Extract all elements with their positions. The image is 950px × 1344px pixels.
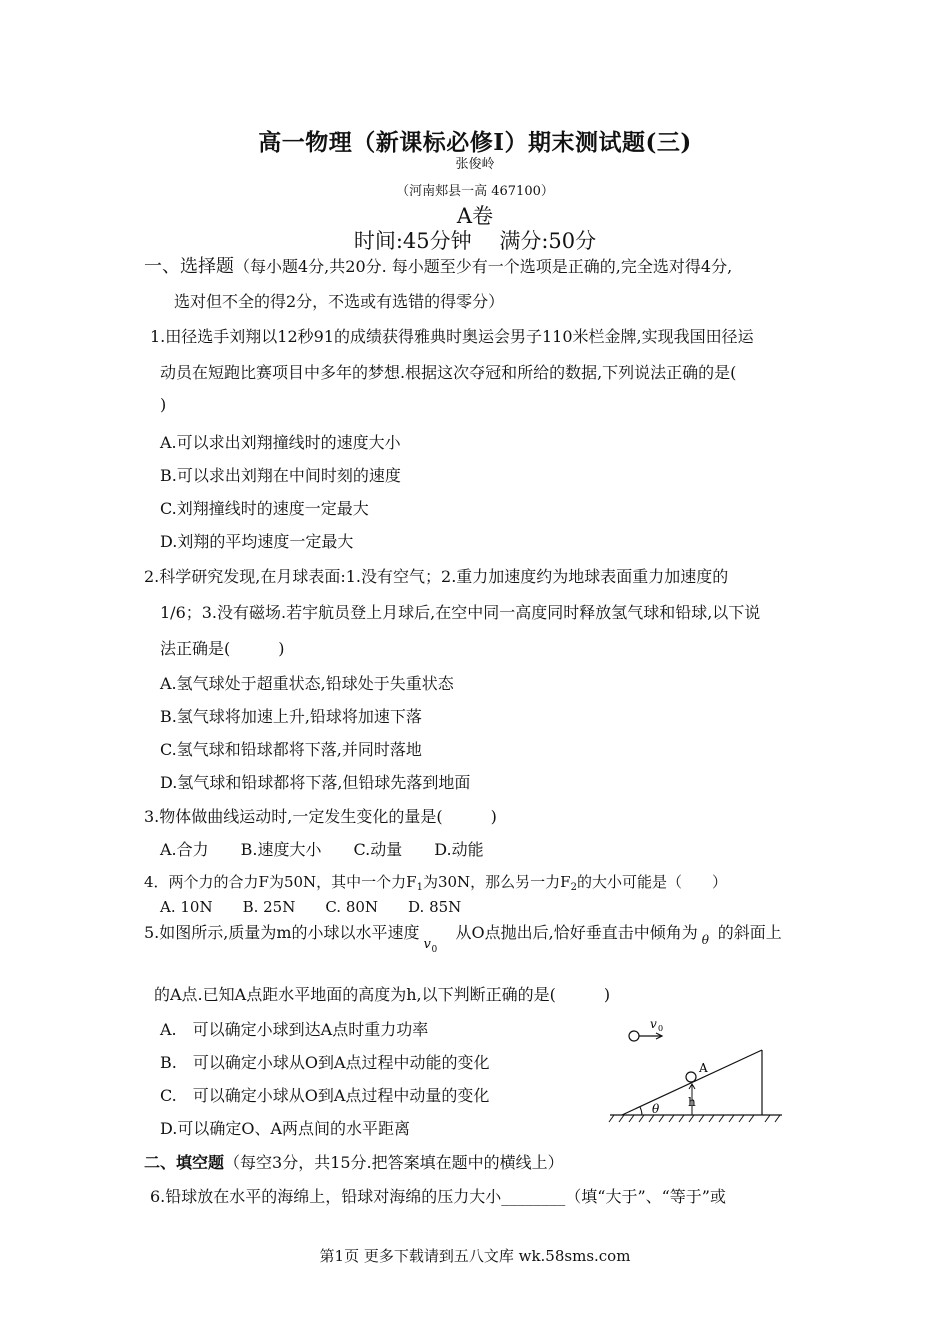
q1-option-a: A.可以求出刘翔撞线时的速度大小 [160,433,401,452]
section1-instruction: （每小题4分,共20分. 每小题至少有一个选项是正确的,完全选对得4分, [234,257,733,276]
theta-label: θ [652,1102,660,1116]
angle-arc [640,1107,642,1115]
volume-label: A卷 [456,204,494,228]
section1-heading: 一、选择题 [144,256,234,277]
ball-a-icon [686,1072,696,1082]
q2-option-a: A.氢气球处于超重状态,铅球处于失重状态 [160,674,454,693]
q4-text-b: 为30N，那么另一力F [422,873,571,891]
q5-theta-symbol [698,923,718,947]
section1-header [144,252,732,278]
affiliation: （河南郏县一高 467100） [396,184,554,199]
q5-text-b: 从O点抛出后,恰好垂直击中倾角为 [455,923,698,942]
q5-v0-symbol [420,923,456,955]
q5-option-c: C. 可以确定小球从O到A点过程中动量的变化 [160,1086,490,1105]
q5-v0-letter: v [423,937,431,952]
q1-line3: ) [160,395,167,414]
q5-option-d: D.可以确定O、A两点间的水平距离 [160,1119,411,1138]
q2-line2: 1/6；3.没有磁场.若宇航员登上月球后,在空中同一高度同时释放氢气球和铅球,以下说 [160,603,761,622]
v0-label: v [650,1017,657,1031]
section2-header [144,1150,564,1173]
q4-sub1: 1 [416,882,423,893]
q2-option-b: B.氢气球将加速上升,铅球将加速下落 [160,707,422,726]
a-label: A [699,1061,708,1075]
incline-figure [600,1012,800,1127]
q5-text-a: 5.如图所示,质量为m的小球以水平速度 [144,923,420,942]
q3-line1: 3.物体做曲线运动时,一定发生变化的量是( ) [144,807,497,826]
q5-text-c: 的斜面上 [717,923,782,942]
q3-options: A.合力 B.速度大小 C.动量 D.动能 [160,840,484,859]
q2-option-d: D.氢气球和铅球都将下落,但铅球先落到地面 [160,773,471,792]
ball-o-icon [629,1031,639,1041]
q4-line1 [144,871,727,893]
q6-line1: 6.铅球放在水平的海绵上，铅球对海绵的压力大小________（填“大于”、“等于”或 [150,1187,726,1206]
q2-line3: 法正确是( ) [160,639,285,658]
v0-label-sub: 0 [658,1024,664,1033]
q5-theta-letter: θ [701,933,709,947]
q1-option-b: B.可以求出刘翔在中间时刻的速度 [160,466,401,485]
q5-v0-sub: 0 [431,945,438,955]
q4-text-c: 的大小可能是（ ） [576,873,727,891]
ground-hatching [609,1115,780,1122]
time-score: 时间:45分钟 满分:50分 [353,229,597,253]
q4-sub2: 2 [570,882,577,893]
q5-line2: 的A点.已知A点距水平地面的高度为h,以下判断正确的是( ) [154,985,611,1004]
q2-line1: 2.科学研究发现,在月球表面:1.没有空气；2.重力加速度约为地球表面重力加速度的 [144,567,729,586]
q1-option-c: C.刘翔撞线时的速度一定最大 [160,499,369,518]
section1-instruction-line2: 选对但不全的得2分，不选或有选错的得零分） [174,292,505,311]
author: 张俊岭 [455,157,495,172]
q5-option-a: A. 可以确定小球到达A点时重力功率 [160,1020,429,1039]
q5-option-b: B. 可以确定小球从O到A点过程中动能的变化 [160,1053,490,1072]
page-title: 高一物理（新课标必修Ⅰ）期末测试题(三) [258,129,692,156]
section2-instruction: （每空3分，共15分.把答案填在题中的横线上） [224,1153,564,1172]
q2-option-c: C.氢气球和铅球都将下落,并同时落地 [160,740,422,759]
q1-line1: 1.田径选手刘翔以12秒91的成绩获得雅典时奥运会男子110米栏金牌,实现我国田径运 [150,327,754,346]
q4-text-a: 4．两个力的合力F为50N，其中一个力F [144,873,417,891]
q1-line2: 动员在短跑比赛项目中多年的梦想.根据这次夺冠和所给的数据,下列说法正确的是( [160,363,737,382]
page-footer: 第1页 更多下载请到五八文库 wk.58sms.com [319,1247,631,1265]
q1-option-d: D.刘翔的平均速度一定最大 [160,532,354,551]
q5-line1 [144,920,782,955]
h-label: h [688,1095,696,1109]
section2-heading: 二、填空题 [144,1153,225,1172]
q4-options: A. 10N B. 25N C. 80N D. 85N [160,898,462,916]
